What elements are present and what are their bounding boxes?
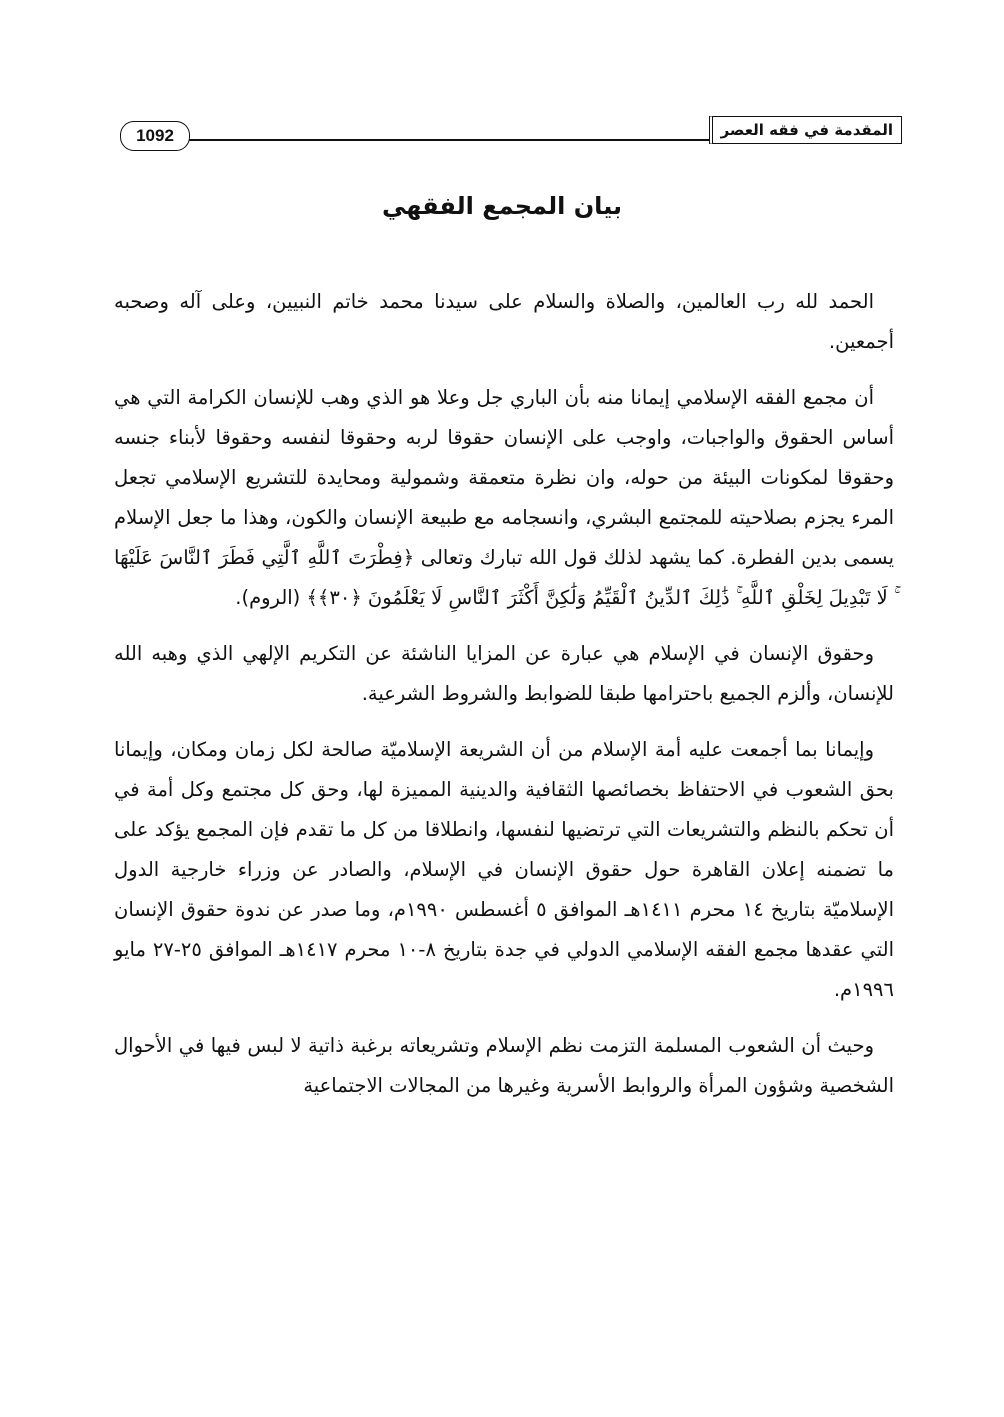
paragraph-dignity-text: أن مجمع الفقه الإسلامي إيمانا منه بأن الباري جل وعلا هو الذي وهب للإنسان الكرامة التي هي أساس الحقوق والواجبات، واوجب على الإنسان حقوقا لربه وحقوقا لنفسه وحقوقا لأبناء جنسه وحقوقا لمكونات البيئة من حوله، وان نظرة متعمقة وشمولية ومحايدة للتشريع الإسلامي تجعل المرء يجزم بصلاحيته للمجتمع البشري، وانسجامه مع طبيعة الإنسان والكون، وهذا ما جعل الإسلام يسمى بدين الفطرة. كما يشهد لذلك قول الله تبارك وتعالى — [114, 386, 894, 569]
quran-verse: ﴿فِطْرَتَ ٱللَّهِ ٱلَّتِي فَطَرَ ٱلنَّاسَ عَلَيْهَا ۚ لَا تَبْدِيلَ لِخَلْقِ ٱللَّهِ ۚ ذَٰلِكَ ٱلدِّينُ ٱلْقَيِّمُ وَلَٰكِنَّ أَكْثَرَ ٱلنَّاسِ لَا يَعْلَمُونَ ﴿٣٠﴾﴾ — [114, 546, 894, 609]
document-title: بيان المجمع الفقهي — [381, 192, 623, 220]
page-number: 1092 — [120, 121, 190, 151]
paragraph-human-rights: وحقوق الإنسان في الإسلام هي عبارة عن المزايا الناشئة عن التكريم الإلهي الذي وهبه الله للإنسان، وألزم الجميع باحترامها طبقا للضوابط والشروط الشرعية. — [114, 642, 894, 705]
running-header — [120, 112, 900, 152]
paragraph-muslim-peoples: وحيث أن الشعوب المسلمة التزمت نظم الإسلام وتشريعاته برغبة ذاتية لا لبس فيها في الأحوال الشخصية وشؤون المرأة والروابط الأسرية وغيرها من المجالات الاجتماعية — [114, 1034, 894, 1097]
paragraph-dignity — [114, 378, 894, 618]
paragraph-opening: الحمد لله رب العالمين، والصلاة والسلام على سيدنا محمد خاتم النبيين، وعلى آله وصحبه أجمعين. — [114, 290, 894, 353]
book-title: المقدمة في فقه العصر — [709, 116, 902, 144]
verse-reference: (الروم). — [235, 586, 301, 609]
document-body — [114, 282, 894, 1122]
paragraph-cairo-declaration: وإيمانا بما أجمعت عليه أمة الإسلام من أن الشريعة الإسلاميّة صالحة لكل زمان ومكان، وإيمانا بحق الشعوب في الاحتفاظ بخصائصها الثقافية والدينية المميزة لها، وحق كل مجتمع وكل أمة في أن تحكم بالنظم والتشريعات التي ترتضيها لنفسها، وانطلاقا من كل ما تقدم فإن المجمع يؤكد على ما تضمنه إعلان القاهرة حول حقوق الإنسان في الإسلام، والصادر عن وزراء خارجية الدول الإسلاميّة بتاريخ ١٤ محرم ١٤١١هـ الموافق ٥ أغسطس ١٩٩٠م، وما صدر عن ندوة حقوق الإنسان التي عقدها مجمع الفقه الإسلامي الدولي في جدة بتاريخ ٨-١٠ محرم ١٤١٧هـ الموافق ٢٥-٢٧ مايو ١٩٩٦م. — [114, 738, 895, 1001]
